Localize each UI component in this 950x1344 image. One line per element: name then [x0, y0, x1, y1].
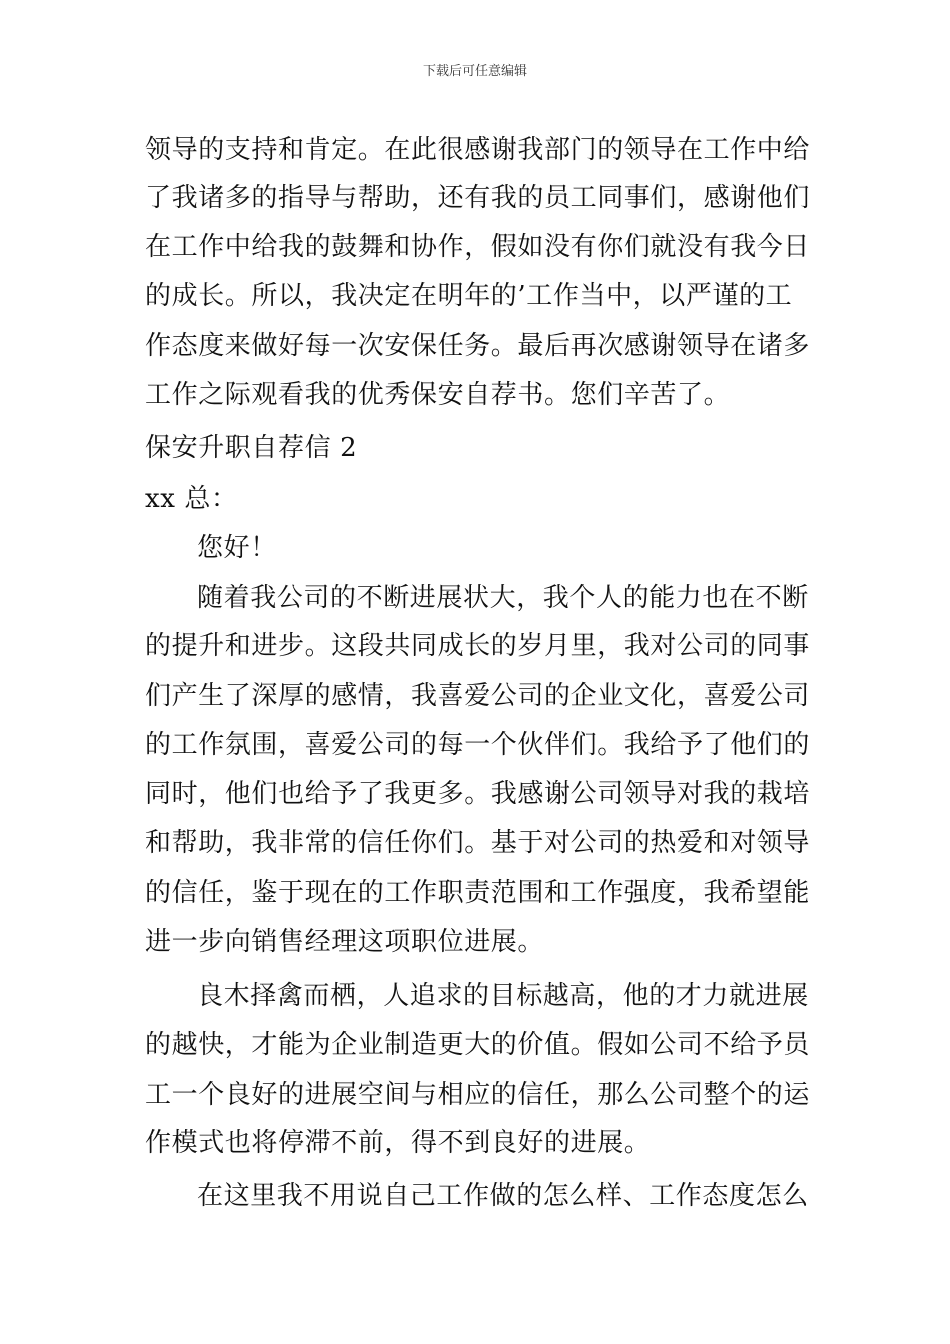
salutation: xx 总： [145, 484, 238, 514]
text-line: 的提升和进步。这段共同成长的岁月里，我对公司的同事 [145, 631, 811, 661]
text-line: 们产生了深厚的感情，我喜爱公司的企业文化，喜爱公司 [145, 681, 811, 711]
text-line: 和帮助，我非常的信任你们。基于对公司的热爱和对领导 [145, 828, 811, 858]
text-line: 同时，他们也给予了我更多。我感谢公司领导对我的栽培 [145, 779, 811, 809]
text-line: 良木择禽而栖，人追求的目标越高，他的才力就进展 [197, 981, 809, 1011]
text-line: 在工作中给我的鼓舞和协作，假如没有你们就没有我今日 [145, 232, 811, 262]
greeting: 您好！ [197, 533, 277, 563]
text-line: 的工作氛围，喜爱公司的每一个伙伴们。我给予了他们的 [145, 730, 811, 760]
text-line: 进一步向销售经理这项职位进展。 [145, 927, 545, 957]
text-line: 工一个良好的进展空间与相应的信任，那么公司整个的运 [145, 1080, 811, 1110]
text-line: 工作之际观看我的优秀保安自荐书。您们辛苦了。 [145, 380, 731, 410]
text-line: 作模式也将停滞不前，得不到良好的进展。 [145, 1128, 651, 1158]
section-title: 保安升职自荐信 2 [145, 433, 358, 463]
text-line: 的信任，鉴于现在的工作职责范围和工作强度，我希望能 [145, 878, 811, 908]
text-line: 领导的支持和肯定。在此很感谢我部门的领导在工作中给 [145, 135, 811, 165]
text-line: 的成长。所以，我决定在明年的’工作当中，以严谨的工 [145, 281, 793, 311]
text-line: 作态度来做好每一次安保任务。最后再次感谢领导在诸多 [145, 331, 811, 361]
page-header: 下载后可任意编辑 [422, 64, 527, 79]
text-line: 的越快，才能为企业制造更大的价值。假如公司不给予员 [145, 1030, 811, 1060]
text-line: 了我诸多的指导与帮助，还有我的员工同事们，感谢他们 [145, 183, 811, 213]
text-line: 在这里我不用说自己工作做的怎么样、工作态度怎么 [197, 1181, 809, 1211]
text-line: 随着我公司的不断进展状大，我个人的能力也在不断 [197, 583, 809, 613]
